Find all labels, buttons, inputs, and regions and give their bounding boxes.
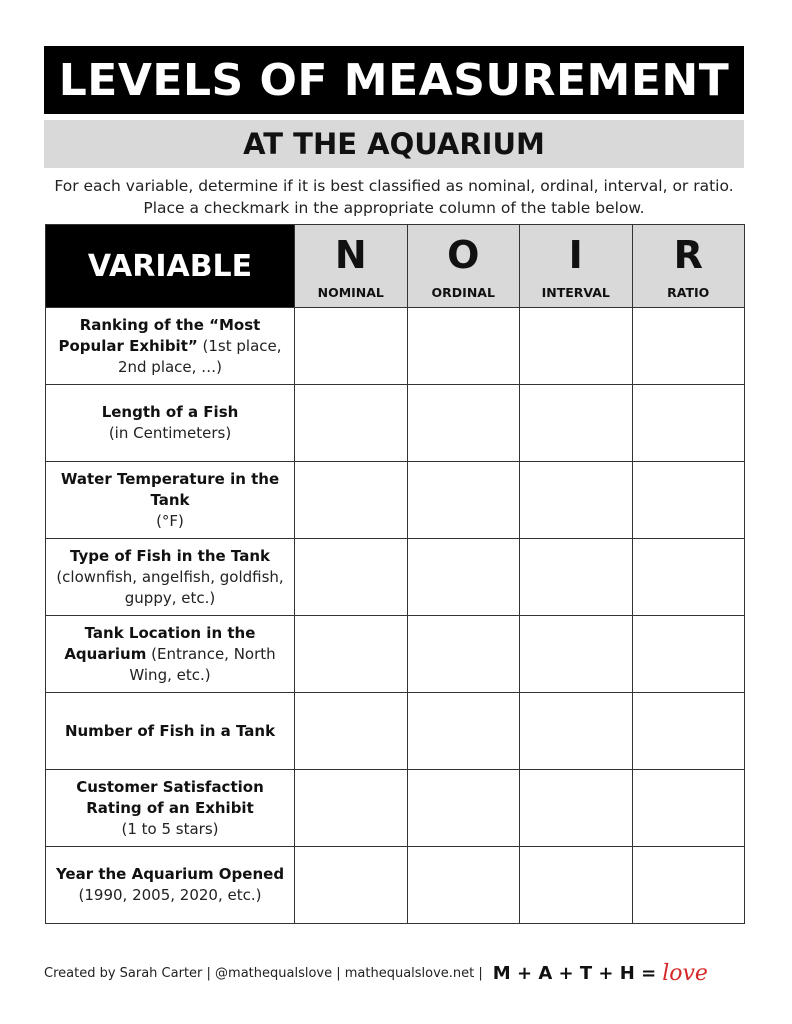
- checkmark-cell-nominal[interactable]: [295, 693, 408, 770]
- variable-name: Customer Satisfaction Rating of an Exhibit: [76, 777, 264, 817]
- table-row: [46, 770, 745, 847]
- checkmark-cell-ordinal[interactable]: [407, 308, 520, 385]
- checkmark-cell-nominal[interactable]: [295, 770, 408, 847]
- variable-note: (in Centimeters): [108, 424, 232, 442]
- table-row: [46, 847, 745, 924]
- variable-cell: [46, 847, 295, 924]
- instructions: For each variable, determine if it is best classified as nominal, ordinal, interval, or ratio. Place a checkmark in the appropriate column of the table below.: [54, 177, 734, 217]
- checkmark-cell-nominal[interactable]: [295, 539, 408, 616]
- variable-cell: [46, 539, 295, 616]
- table-row: [46, 462, 745, 539]
- variable-note: (1990, 2005, 2020, etc.): [78, 886, 262, 904]
- checkmark-cell-ordinal[interactable]: [407, 770, 520, 847]
- checkmark-cell-nominal[interactable]: [295, 847, 408, 924]
- checkmark-cell-ordinal[interactable]: [407, 847, 520, 924]
- variable-name: Water Temperature in the Tank: [60, 469, 280, 509]
- variable-name: Number of Fish in a Tank: [64, 721, 276, 740]
- variable-name: Tank Location in the Aquarium: [64, 623, 256, 663]
- column-header-interval: [520, 225, 633, 308]
- checkmark-cell-ratio[interactable]: [632, 385, 745, 462]
- table-row: [46, 308, 745, 385]
- variable-cell: [46, 462, 295, 539]
- checkmark-cell-nominal[interactable]: [295, 385, 408, 462]
- footer-credit: Created by Sarah Carter | @mathequalslove | mathequalslove.net |: [44, 965, 483, 981]
- level-name: NOMINAL: [317, 284, 384, 300]
- checkmark-cell-ordinal[interactable]: [407, 385, 520, 462]
- checkmark-cell-ordinal[interactable]: [407, 539, 520, 616]
- checkmark-cell-interval[interactable]: [520, 693, 633, 770]
- variable-cell: [46, 770, 295, 847]
- level-letter: R: [673, 232, 703, 277]
- variable-cell: [46, 308, 295, 385]
- variable-note: (clownfish, angelfish, goldfish, guppy, etc.): [56, 567, 284, 607]
- classification-table: [45, 224, 745, 924]
- variable-note: (Entrance, North Wing, etc.): [129, 644, 276, 684]
- checkmark-cell-ratio[interactable]: [632, 308, 745, 385]
- checkmark-cell-ratio[interactable]: [632, 539, 745, 616]
- checkmark-cell-interval[interactable]: [520, 770, 633, 847]
- level-name: INTERVAL: [541, 284, 610, 300]
- brand-logo: [493, 961, 708, 986]
- table-header-row: [46, 225, 745, 308]
- checkmark-cell-interval[interactable]: [520, 462, 633, 539]
- checkmark-cell-interval[interactable]: [520, 539, 633, 616]
- variable-cell: [46, 616, 295, 693]
- variable-column-header: VARIABLE: [46, 225, 295, 308]
- variable-cell: [46, 693, 295, 770]
- table-row: [46, 539, 745, 616]
- page-subtitle: AT THE AQUARIUM: [44, 120, 744, 168]
- table-row: [46, 385, 745, 462]
- variable-name: Year the Aquarium Opened: [55, 865, 285, 883]
- level-letter: I: [568, 232, 583, 277]
- level-letter: O: [447, 232, 480, 277]
- checkmark-cell-ordinal[interactable]: [407, 462, 520, 539]
- checkmark-cell-ordinal[interactable]: [407, 616, 520, 693]
- level-name: RATIO: [667, 284, 710, 300]
- checkmark-cell-ratio[interactable]: [632, 693, 745, 770]
- variable-name: Ranking of the “Most Popular Exhibit”: [58, 315, 261, 355]
- checkmark-cell-ordinal[interactable]: [407, 693, 520, 770]
- checkmark-cell-interval[interactable]: [520, 847, 633, 924]
- brand-love: love: [662, 960, 708, 986]
- column-header-ordinal: [407, 225, 520, 308]
- checkmark-cell-nominal[interactable]: [295, 616, 408, 693]
- brand-text: M + A + T + H =: [492, 962, 657, 984]
- level-letter: N: [334, 232, 367, 277]
- checkmark-cell-nominal[interactable]: [295, 462, 408, 539]
- checkmark-cell-interval[interactable]: [520, 385, 633, 462]
- checkmark-cell-interval[interactable]: [520, 308, 633, 385]
- variable-name: Type of Fish in the Tank: [70, 546, 270, 565]
- checkmark-cell-ratio[interactable]: [632, 770, 745, 847]
- footer: [44, 958, 744, 988]
- column-header-ratio: [632, 225, 745, 308]
- page-title: LEVELS OF MEASUREMENT: [44, 46, 744, 114]
- checkmark-cell-interval[interactable]: [520, 616, 633, 693]
- level-name: ORDINAL: [431, 284, 495, 300]
- variable-name: Length of a Fish: [101, 403, 239, 421]
- table-row: [46, 693, 745, 770]
- variable-note: (1 to 5 stars): [121, 819, 219, 838]
- variable-note: (°F): [156, 511, 184, 530]
- table-row: [46, 616, 745, 693]
- checkmark-cell-nominal[interactable]: [295, 308, 408, 385]
- variable-cell: [46, 385, 295, 462]
- checkmark-cell-ratio[interactable]: [632, 847, 745, 924]
- checkmark-cell-ratio[interactable]: [632, 616, 745, 693]
- variable-note: (1st place, 2nd place, …): [117, 336, 282, 376]
- checkmark-cell-ratio[interactable]: [632, 462, 745, 539]
- column-header-nominal: [295, 225, 408, 308]
